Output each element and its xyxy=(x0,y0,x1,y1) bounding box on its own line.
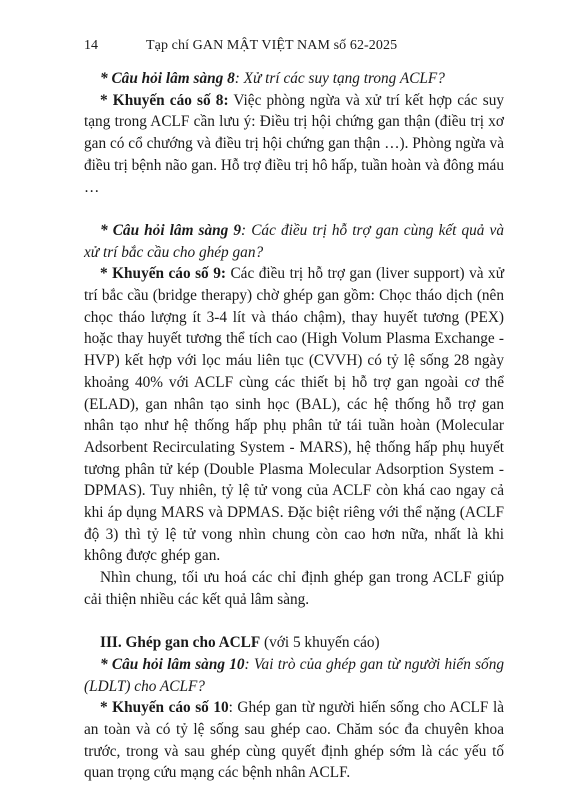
recommendation-text: : Ghép gan từ người hiến sống cho ACLF là an toàn và có tỷ lệ sống sau ghép cao. Chăm sóc đa chuyên khoa trước, trong và sau ghép cùng quyết định ghép sớm là các yếu tố quan trọng cứu mạng các bệnh nhân ACLF. xyxy=(84,699,504,782)
question-label: * Câu hỏi lâm sàng 10 xyxy=(100,655,245,673)
journal-title: Tạp chí GAN MẬT VIỆT NAM số 62-2025 xyxy=(146,38,398,53)
clinical-question-10 xyxy=(84,654,504,697)
recommendation-label: * Khuyến cáo số 10 xyxy=(100,699,229,717)
recommendation-text: Các điều trị hỗ trợ gan (liver support) và xử trí bắc cầu (bridge therapy) chờ ghép gan gồm: Chọc tháo dịch (nên chọc tháo lượng ít 3-4 lít và tháo chậm), thay huyết tương (PEX) hoặc thay huyết tương thể tích cao (High Volum Plasma Exchange - HVP) kết hợp với lọc máu liên tục (CVVH) có tỷ lệ sống 28 ngày khoảng 40% với ACLF cùng các thiết bị hỗ trợ gan ngoài cơ thể (ELAD), gan nhân tạo sinh học (BAL), các hệ thống hỗ trợ gan nhân tạo như hệ thống hấp phụ phân tử tái tuần hoàn (Molecular Adsorbent Recirculating System - MARS), hệ thống hấp phụ huyết tương phân tử kép (Double Plasma Molecular Adsorption System - DPMAS). Tuy nhiên, tỷ lệ tử vong của ACLF còn khá cao ngay cả khi áp dụng MARS và DPMAS. Đặc biệt riêng với thể nặng (ACLF độ 3) thì tỷ lệ tử vong nhìn chung còn cao hơn nữa, nhất là khi không được ghép gan. xyxy=(84,265,504,565)
recommendation-10 xyxy=(84,697,504,784)
page-number: 14 xyxy=(84,38,98,53)
recommendation-9 xyxy=(84,263,504,567)
question-label: * Câu hỏi lâm sàng 8 xyxy=(100,70,235,87)
section-note: (với 5 khuyến cáo) xyxy=(260,634,380,652)
clinical-question-8 xyxy=(84,68,504,90)
running-header xyxy=(84,38,504,60)
recommendation-8 xyxy=(84,90,504,199)
question-text: : Các điều trị hỗ trợ gan cùng kết quả và xử trí bắc cầu cho ghép gan? xyxy=(84,221,504,261)
clinical-question-9 xyxy=(84,220,504,263)
section-heading xyxy=(84,632,504,654)
recommendation-label: * Khuyến cáo số 9: xyxy=(100,265,226,283)
recommendation-text: Việc phòng ngừa và xử trí kết hợp các suy tạng trong ACLF cần lưu ý: Điều trị hội chứng gan thận (điều trị xơ gan có cổ chướng và điều trị hội chứng gan thận …). Phòng ngừa và điều trị bệnh não gan. Hỗ trợ điều trị hô hấp, tuần hoàn và đông máu … xyxy=(84,91,504,196)
recommendation-label: * Khuyến cáo số 8: xyxy=(100,91,229,109)
question-label: * Câu hỏi lâm sàng 9 xyxy=(100,221,242,239)
section-title: III. Ghép gan cho ACLF xyxy=(100,634,261,652)
question-text: : Vai trò của ghép gan từ người hiến sống (LDLT) cho ACLF? xyxy=(84,655,504,695)
question-text: : Xử trí các suy tạng trong ACLF? xyxy=(234,70,445,87)
summary-paragraph: Nhìn chung, tối ưu hoá các chỉ định ghép gan trong ACLF giúp cải thiện nhiều các kết quả lâm sàng. xyxy=(84,569,504,608)
